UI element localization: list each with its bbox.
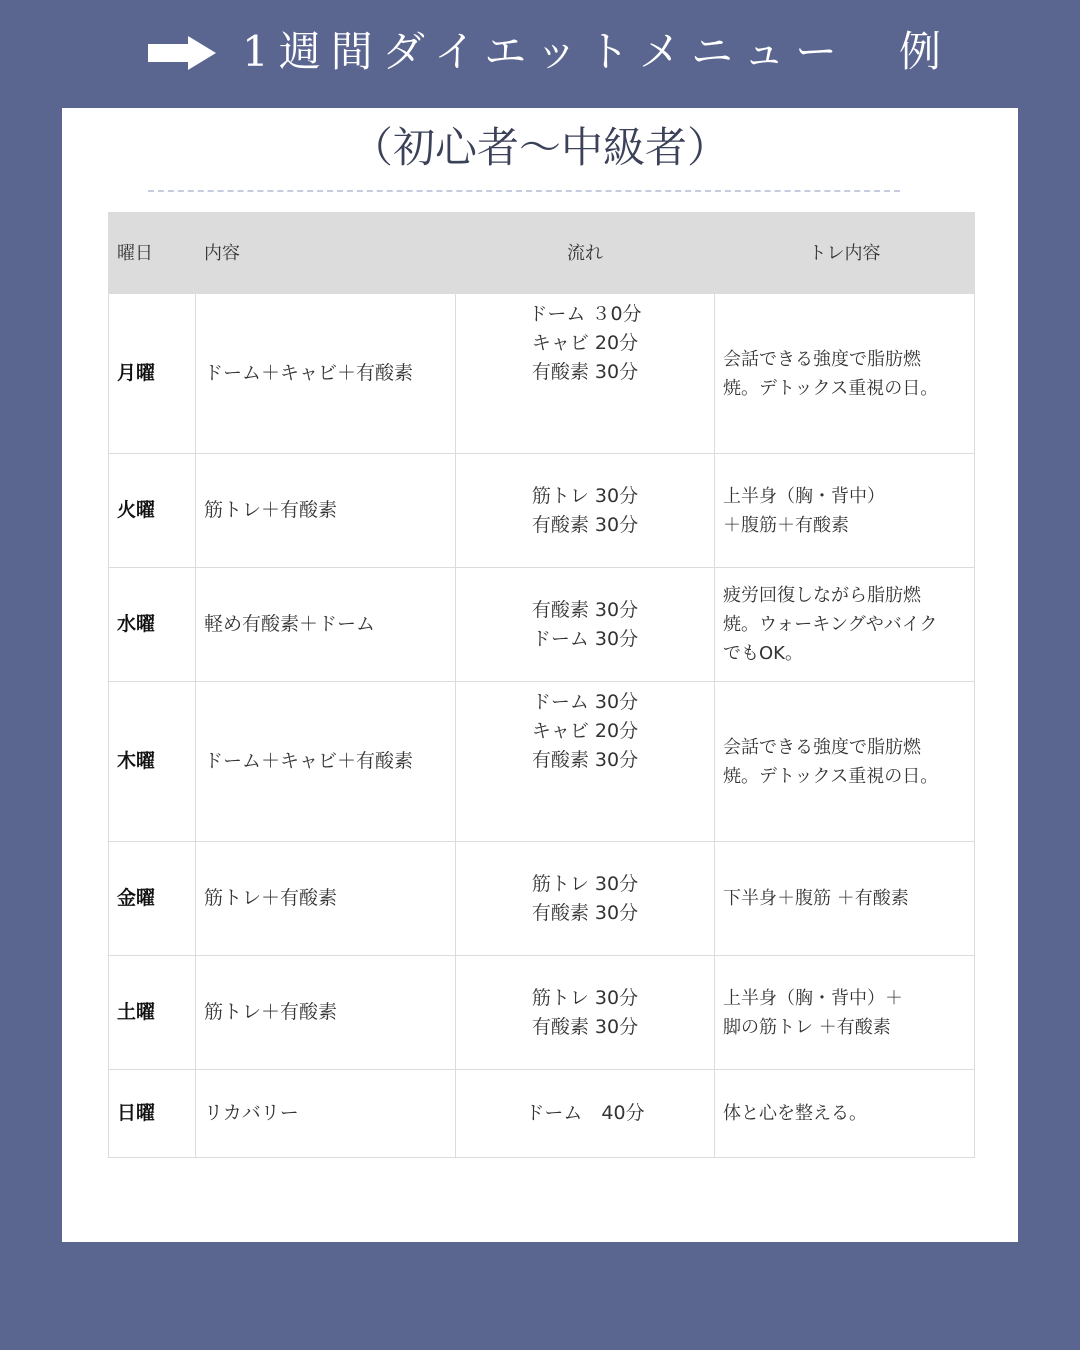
flow-line: 筋トレ 30分: [531, 872, 639, 895]
flow-line: 筋トレ 30分: [531, 986, 639, 1009]
flow-line: 筋トレ 30分: [531, 484, 639, 507]
content-cell: 筋トレ＋有酸素: [196, 956, 456, 1070]
content-cell: ドーム＋キャビ＋有酸素: [196, 682, 456, 842]
training-line: 上半身（胸・背中）＋: [723, 987, 903, 1009]
training-line: 脚の筋トレ ＋有酸素: [723, 1016, 891, 1038]
table-row: [109, 454, 975, 568]
training-line: 焼。デトックス重視の日。: [723, 765, 939, 787]
training-cell: [715, 294, 975, 454]
column-header-training: トレ内容: [715, 213, 975, 294]
training-cell: [715, 842, 975, 956]
flow-line: 有酸素 30分: [531, 901, 639, 924]
day-cell: 日曜: [109, 1070, 196, 1158]
training-line: でもOK。: [723, 643, 803, 664]
training-line: 焼。ウォーキングやバイク: [723, 614, 938, 635]
training-cell: [715, 454, 975, 568]
training-cell: [715, 568, 975, 682]
day-cell: 木曜: [109, 682, 196, 842]
column-header-day: 曜日: [109, 213, 196, 294]
day-cell: 金曜: [109, 842, 196, 956]
flow-line: ドーム ３0分: [528, 303, 642, 325]
table-row: [109, 956, 975, 1070]
day-cell: 月曜: [109, 294, 196, 454]
flow-cell: [456, 842, 715, 956]
day-cell: 水曜: [109, 568, 196, 682]
flow-cell: [456, 956, 715, 1070]
training-line: 焼。デトックス重視の日。: [723, 377, 939, 399]
divider: [148, 190, 900, 192]
table-row: [109, 294, 975, 454]
training-line: 会話できる強度で脂肪燃: [723, 736, 921, 758]
training-cell: [715, 682, 975, 842]
table-row: [109, 1070, 975, 1158]
flow-line: 有酸素 30分: [531, 749, 639, 771]
training-line: 下半身＋腹筋 ＋有酸素: [723, 888, 909, 909]
content-cell: ドーム＋キャビ＋有酸素: [196, 294, 456, 454]
day-cell: 土曜: [109, 956, 196, 1070]
flow-line: 有酸素 30分: [531, 598, 639, 621]
training-line: ＋腹筋＋有酸素: [723, 514, 849, 536]
content-cell: 軽め有酸素＋ドーム: [196, 568, 456, 682]
page-title: 1週間ダイエットメニュー 例: [242, 27, 951, 76]
menu-card: [62, 108, 1018, 1242]
flow-cell: [456, 294, 715, 454]
training-cell: [715, 956, 975, 1070]
table-row: [109, 568, 975, 682]
training-line: 疲労回復しながら脂肪燃: [723, 585, 921, 606]
flow-line: ドーム 30分: [531, 627, 639, 650]
flow-cell: [456, 454, 715, 568]
column-header-flow: 流れ: [456, 213, 715, 294]
training-line: 上半身（胸・背中）: [723, 485, 885, 507]
table-row: [109, 842, 975, 956]
flow-cell: [456, 682, 715, 842]
weekly-menu-table: [108, 212, 975, 1158]
training-line: 会話できる強度で脂肪燃: [723, 348, 921, 370]
flow-line: ドーム 40分: [525, 1102, 645, 1124]
flow-cell: [456, 1070, 715, 1158]
training-cell: [715, 1070, 975, 1158]
flow-line: キャビ 20分: [531, 720, 639, 742]
arrow-right-icon: [148, 36, 216, 70]
flow-line: 有酸素 30分: [531, 361, 639, 383]
header-bar: [0, 0, 1080, 108]
content-cell: 筋トレ＋有酸素: [196, 842, 456, 956]
content-cell: 筋トレ＋有酸素: [196, 454, 456, 568]
flow-line: 有酸素 30分: [531, 513, 639, 536]
flow-cell: [456, 568, 715, 682]
column-header-content: 内容: [196, 213, 456, 294]
content-cell: リカバリー: [196, 1070, 456, 1158]
flow-line: キャビ 20分: [531, 332, 639, 354]
page-subtitle: （初心者〜中級者）: [350, 123, 729, 172]
flow-line: 有酸素 30分: [531, 1015, 639, 1038]
table-row: [109, 682, 975, 842]
day-cell: 火曜: [109, 454, 196, 568]
table-header-row: [109, 213, 975, 294]
training-line: 体と心を整える。: [723, 1103, 867, 1124]
flow-line: ドーム 30分: [531, 691, 639, 713]
